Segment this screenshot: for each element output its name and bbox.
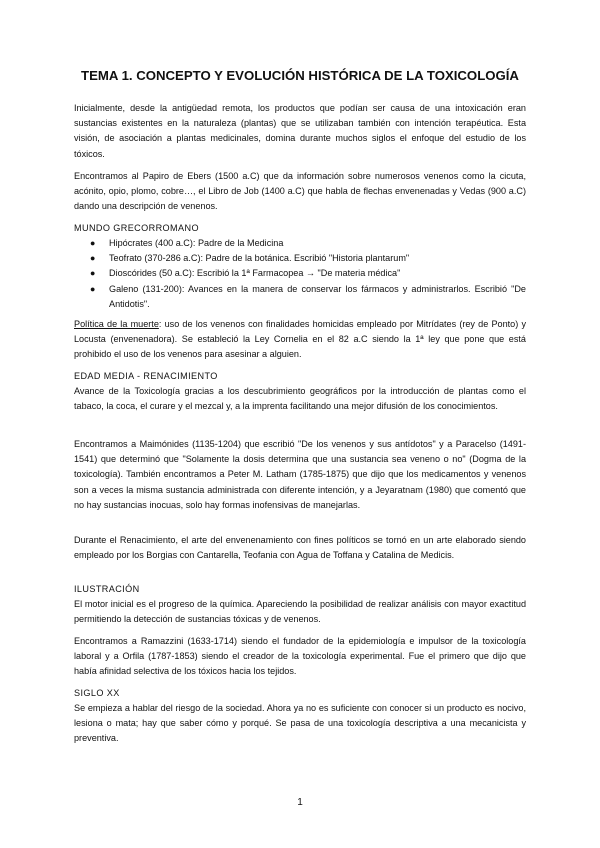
section-heading-edad-media: EDAD MEDIA - RENACIMIENTO	[74, 371, 218, 381]
list-item: ● Dioscórides (50 a.C): Escribió la 1ª Farmacopea → "De materia médica"	[74, 266, 526, 281]
politica-label: Política de la muerte	[74, 319, 159, 329]
list-item: ● Hipócrates (400 a.C): Padre de la Medicina	[74, 236, 526, 251]
bullet-icon: ●	[90, 253, 96, 264]
intro-paragraph-1: Inicialmente, desde la antigüedad remota, los productos que podían ser causa de una intoxicación eran sustancias existentes en la naturaleza (plantas) que se utilizaban también con intención terapéutica. Esta visión, de asociación a plantas medicinales, domina durante muchos siglos el enfoque del estudio de los tóxicos.	[74, 103, 526, 159]
section-heading-mundo: MUNDO GRECORROMANO	[74, 223, 199, 233]
mundo-list	[74, 236, 526, 312]
edad-media-paragraph-1: Avance de la Toxicología gracias a los descubrimiento geográficos por la introducción de plantas como el tabaco, la coca, el curare y el mezcal y, a la imprenta facilitando una mejor difusión de los conocimientos.	[74, 386, 526, 412]
page-number: 1	[297, 797, 303, 808]
siglo-xx-paragraph-1: Se empieza a hablar del riesgo de la sociedad. Ahora ya no es suficiente con conocer si un producto es nocivo, lesiona o mata; hay que saber cómo y porqué. Se pasa de una toxicología descriptiva a una mecanicista y preventiva.	[74, 703, 526, 744]
list-item: ● Galeno (131-200): Avances en la manera de conservar los fármacos y administrarlos. Escribió "De Antidotis".	[90, 283, 526, 309]
ilustracion-paragraph-1: El motor inicial es el progreso de la química. Apareciendo la posibilidad de realizar análisis con mayor exactitud permitiendo la detección de sustancias tóxicas y de venenos.	[74, 599, 526, 625]
bullet-icon: ●	[90, 238, 96, 248]
section-heading-ilustracion: ILUSTRACIÓN	[74, 584, 140, 594]
edad-media-paragraph-3: Durante el Renacimiento, el arte del envenenamiento con fines políticos se tornó en un arte elaborado siendo empleado por los Borgias con Cantarella, Teofania con Agua de Toffana y Catalina de Medicis.	[74, 535, 526, 561]
section-heading-siglo-xx: SIGLO XX	[74, 688, 120, 698]
page-title: TEMA 1. CONCEPTO Y EVOLUCIÓN HISTÓRICA DE LA TOXICOLOGÍA	[81, 68, 519, 83]
bullet-icon: ●	[90, 268, 96, 279]
ilustracion-paragraph-2: Encontramos a Ramazzini (1633-1714) siendo el fundador de la epidemiología e impulsor de la toxicología laboral y a Orfila (1787-1853) siendo el creador de la toxicología experimental. Fue el primero que dijo que había afinidad selectiva de los tóxicos hacia los tejidos.	[74, 636, 526, 677]
intro-paragraph-2: Encontramos al Papiro de Ebers (1500 a.C) que da información sobre numerosos venenos como la cicuta, acónito, opio, plomo, cobre…, el Libro de Job (1400 a.C) que habla de flechas envenenadas y Vedas (900 a.C) dando una descripción de venenos.	[74, 171, 526, 212]
politica-paragraph: Política de la muerte: uso de los venenos con finalidades homicidas empleado por Mitrídates (rey de Ponto) y Locusta (envenenadora). Se estableció la Ley Cornelia en el 82 a.C siendo la 1ª ley que pone que está prohibido el uso de los venenos para asesinar a alguien.	[74, 319, 526, 360]
bullet-icon: ●	[90, 283, 96, 294]
edad-media-paragraph-2: Encontramos a Maimónides (1135-1204) que escribió "De los venenos y sus antídotos" y a Paracelso (1491-1541) que determinó que "Solamente la dosis determina que una sustancia sea veneno o no" (Dogma de la toxicología). También encontramos a Peter M. Latham (1785-1875) que dijo que los medicamentos y venenos son a veces la misma sustancia administrada con diferente intención, y a Jeyaratnam (1980) que comentó que no hay sustancias inocuas, solo hay formas inofensivas de manejarlas.	[74, 439, 526, 510]
list-item: ● Teofrato (370-286 a.C): Padre de la botánica. Escribió "Historia plantarum"	[74, 251, 526, 266]
